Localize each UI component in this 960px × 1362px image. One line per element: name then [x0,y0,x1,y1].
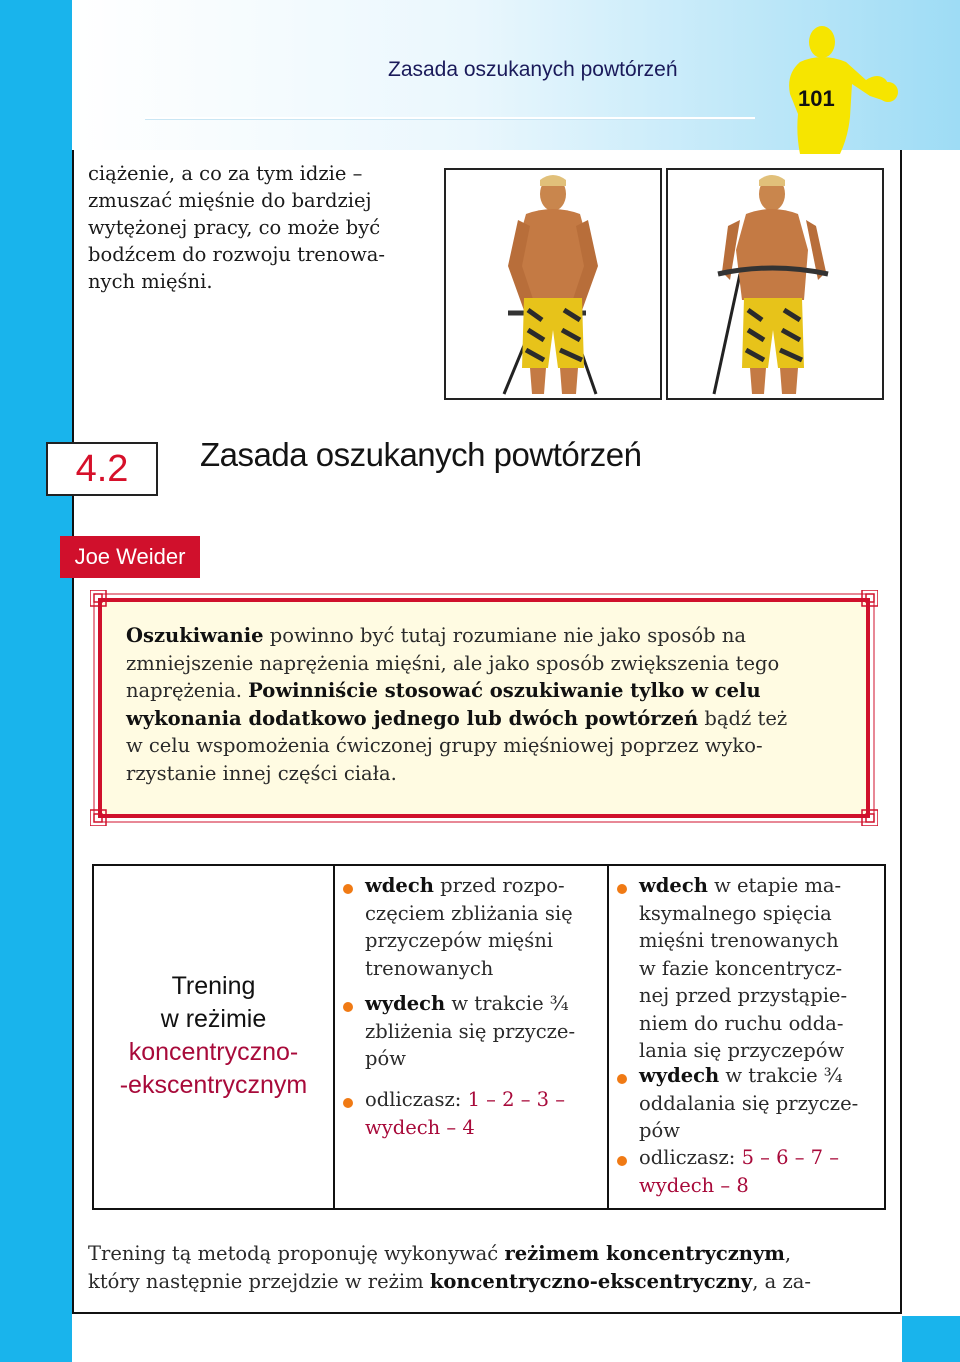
count-sequence: 5 – 6 – 7 – [741,1146,840,1169]
quote-span: zmniejszenie naprężenia mięśni, ale jako sposób zwiększenia tego [126,651,780,675]
quote-line [126,622,846,650]
bullet-line: w fazie koncentrycz- [639,956,843,980]
bullet-span: w etapie ma- [707,874,842,897]
bullet-line [639,1062,879,1090]
left-color-strip [0,0,72,1362]
breathing-table [92,864,886,1210]
quote-span: rzystanie innej części ciała. [126,761,397,785]
bullet-bold: wdech [365,874,434,897]
count-sequence: wydech – 8 [639,1173,749,1197]
section-title: Zasada oszukanych powtórzeń [200,436,642,473]
bullet-span: odliczasz: [639,1146,742,1169]
closing-span: , a za- [752,1269,811,1293]
bodybuilder-silhouette-icon [770,22,900,154]
bullet-line: nej przed przystąpie- [639,984,848,1007]
quote-box [90,590,878,826]
closing-span: który następnie przejdzie w reżim [88,1269,430,1293]
bullet-line [365,1086,601,1114]
section-number-box: 4.2 [46,442,158,496]
quote-text [126,622,846,787]
intro-line: ciążenie, a co za tym idzie – [88,162,363,185]
intro-line: bodźcem do rozwoju trenowa- [88,243,386,266]
bullet-line: pów [365,1047,406,1070]
table-cell-eccentric [609,866,884,1208]
bullet-line [639,872,879,900]
bullet-line: częciem zbliżania się [365,901,573,925]
bullet-icon [343,1002,353,1012]
bullet-icon [343,884,353,894]
running-title: Zasada oszukanych powtórzeń [388,58,678,81]
exercise-photo-start [444,168,662,400]
count-sequence: 1 – 2 – 3 – [467,1088,566,1111]
quote-span: naprężenia. [126,679,249,702]
quote-bold: wykonania dodatkowo jednego lub dwóch powtórzeń [126,706,699,730]
quote-span: bądź też [698,706,788,730]
bullet-bold: wdech [639,874,708,897]
quote-line [126,705,846,733]
bullet-icon [617,1156,627,1166]
table-title-red-line: -ekscentrycznym [119,1071,308,1099]
quote-line [126,650,846,678]
intro-line: wytężonej pracy, co może być [88,216,381,239]
closing-paragraph [88,1240,888,1295]
bullet-line [365,990,601,1018]
quote-span: w celu wspomożenia ćwiczonej grupy mięśniowej poprzez wyko- [126,734,763,757]
quote-bold: Powinniście stosować oszukiwanie tylko w celu [248,679,761,702]
closing-line [88,1240,888,1268]
closing-bold: reżimem koncentrycznym [504,1242,785,1265]
bullet-span: w trakcie ¾ [445,992,569,1015]
bullet-line [365,872,601,900]
bullet-line: pów [639,1119,680,1142]
table-title-line: Trening [171,972,256,1000]
quote-span: powinno być tutaj rozumiane nie jako sposób na [263,624,747,647]
bullet-bold: wydech [365,992,446,1015]
quote-line [126,677,846,705]
bullet-icon [617,1074,627,1084]
closing-span: Trening tą metodą proponuję wykonywać [88,1242,505,1265]
bullet-line: oddalania się przycze- [639,1091,859,1115]
count-sequence: wydech – 4 [365,1115,475,1139]
bullet-text [639,1062,879,1145]
bullet-bold: wydech [639,1064,720,1087]
bullet-icon [617,884,627,894]
intro-line: zmuszać mięśnie do bardziej [88,189,372,212]
bullet-line: przyczepów mięśni [365,929,554,952]
closing-span: , [784,1242,792,1265]
bullet-text [365,990,601,1073]
bullet-span: przed rozpo- [433,874,565,897]
bullet-line: lania się przyczepów [639,1039,845,1062]
bullet-span: w trakcie ¾ [719,1064,843,1087]
bullet-line [639,1144,879,1172]
table-title-cell [94,866,335,1208]
intro-line: nych mięśni. [88,270,213,293]
table-title-red-line: koncentryczno- [128,1038,299,1066]
bullet-line: niem do ruchu odda- [639,1011,844,1035]
author-tag: Joe Weider [60,536,200,578]
quote-line [126,732,846,760]
bullet-icon [343,1098,353,1108]
bullet-line: zbliżenia się przycze- [365,1019,576,1043]
bullet-span: odliczasz: [365,1088,468,1111]
exercise-photo-finish [666,168,884,400]
bullet-text [639,872,879,1065]
bottom-corner-strip [902,1316,960,1362]
bullet-text [639,1144,879,1199]
bullet-line: trenowanych [365,956,494,980]
bullet-line: ksymalnego spięcia [639,901,832,925]
bullet-text [365,1086,601,1141]
closing-line [88,1268,888,1296]
quote-bold: Oszukiwanie [126,624,264,647]
bullet-line: mięśni trenowanych [639,929,839,952]
header-rule [145,117,755,119]
quote-line [126,760,846,788]
intro-paragraph [88,160,428,295]
closing-bold: koncentryczno-ekscentryczny [429,1269,753,1293]
table-cell-concentric [335,866,609,1208]
bullet-text [365,872,601,982]
table-title-line: w reżimie [160,1005,267,1033]
page-number: 101 [798,86,835,111]
